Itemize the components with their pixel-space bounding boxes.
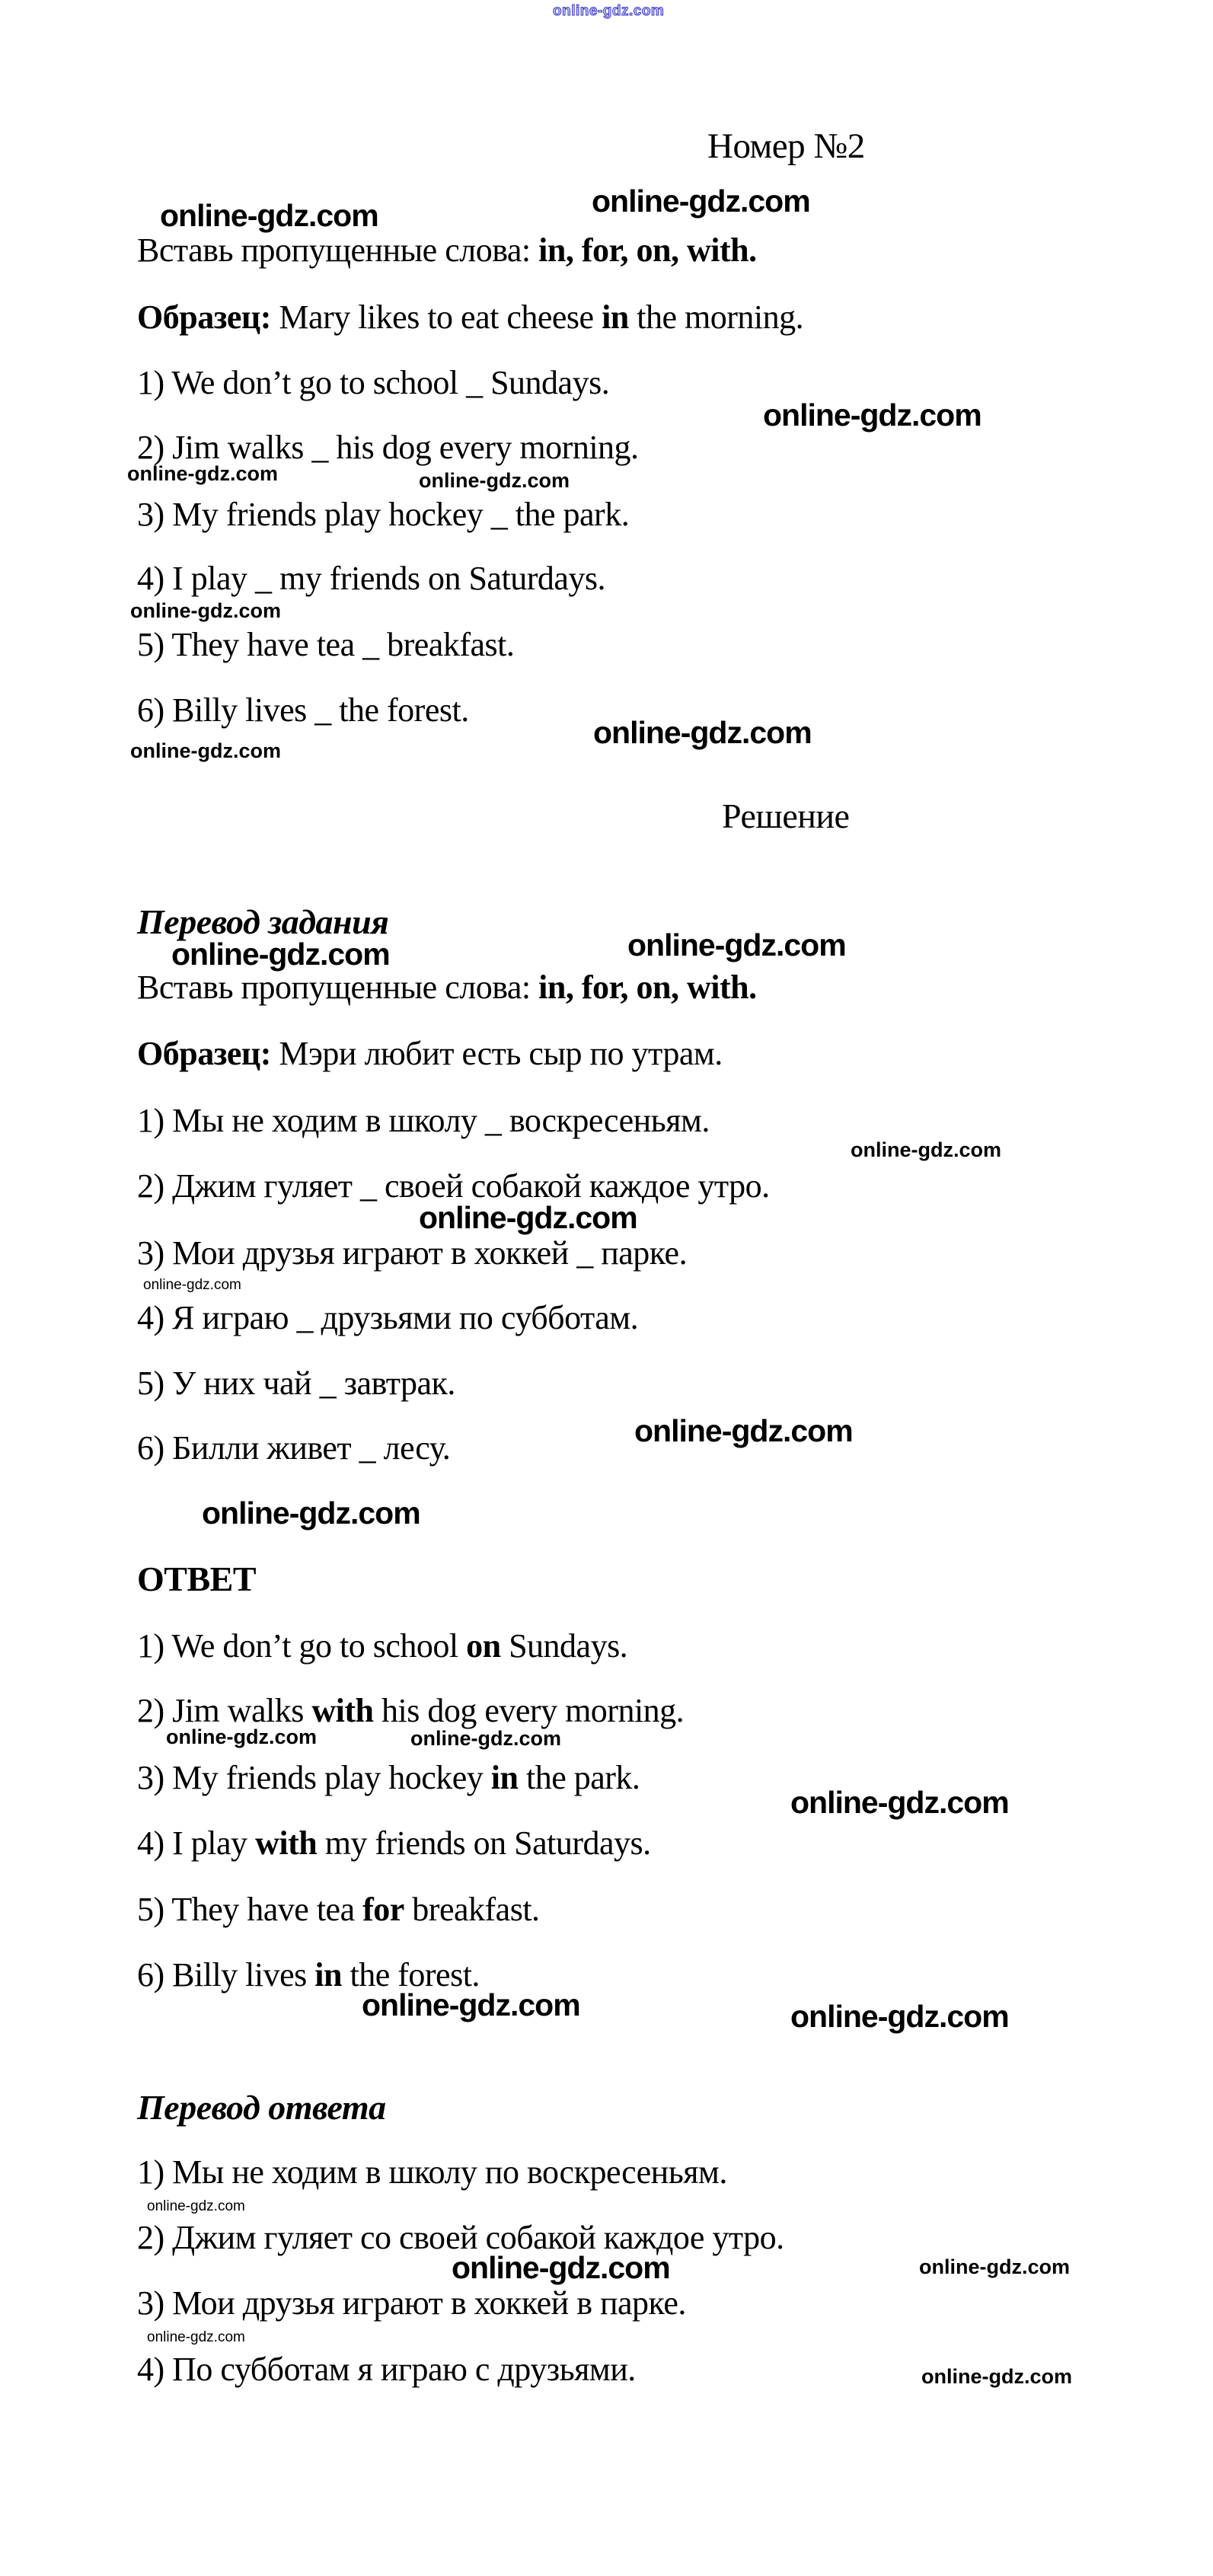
watermark: online-gdz.com — [130, 739, 281, 762]
answer-item: 1) We don’t go to school on Sundays. — [137, 1627, 628, 1665]
task-translation-item: 3) Мои друзья играют в хоккей _ парке. — [137, 1234, 688, 1272]
task-translation-heading: Перевод задания — [137, 902, 389, 941]
task-translation-item: 6) Билли живет _ лесу. — [137, 1429, 451, 1467]
watermark: online-gdz.com — [763, 397, 982, 433]
task-translation-item: 5) У них чай _ завтрак. — [137, 1365, 455, 1402]
answer-item: 6) Billy lives in the forest. — [137, 1956, 480, 1993]
watermark: online-gdz.com — [166, 1725, 317, 1748]
watermark: online-gdz.com — [452, 2250, 670, 2285]
answer-translation-item: 3) Мои друзья играют в хоккей в парке. — [137, 2284, 686, 2322]
answer-translation-item: 2) Джим гуляет со своей собакой каждое утро. — [137, 2219, 784, 2256]
watermark: online-gdz.com — [790, 1785, 1009, 1820]
task-item: 6) Billy lives _ the forest. — [137, 691, 469, 729]
watermark: online-gdz.com — [171, 937, 390, 972]
answer-item: 4) I play with my friends on Saturdays. — [137, 1824, 651, 1862]
answer-item: 5) They have tea for breakfast. — [137, 1891, 540, 1928]
answer-translation-item: 4) По субботам я играю с друзьями. — [137, 2351, 636, 2388]
task-translation-item: 1) Мы не ходим в школу _ воскресеньям. — [137, 1102, 710, 1139]
task-item: 1) We don’t go to school _ Sundays. — [137, 364, 610, 401]
watermark: online-gdz.com — [851, 1138, 1001, 1161]
watermark: online-gdz.com — [919, 2255, 1070, 2278]
watermark: online-gdz.com — [147, 2329, 245, 2345]
watermark: online-gdz.com — [419, 469, 570, 492]
page-title: Номер №2 — [707, 126, 865, 166]
watermark: online-gdz.com — [627, 927, 846, 962]
watermark: online-gdz.com — [592, 184, 810, 219]
task-item: 4) I play _ my friends on Saturdays. — [137, 560, 605, 597]
task-item: 5) They have tea _ breakfast. — [137, 626, 515, 663]
watermark: online-gdz.com — [634, 1413, 853, 1448]
watermark: online-gdz.com — [790, 1999, 1009, 2034]
watermark: online-gdz.com — [921, 2365, 1072, 2388]
solution-heading: Решение — [722, 796, 850, 835]
answer-translation-item: 1) Мы не ходим в школу по воскресеньям. — [137, 2153, 727, 2191]
task-translation-item: 4) Я играю _ друзьями по субботам. — [137, 1299, 639, 1336]
watermark: online-gdz.com — [419, 1200, 637, 1235]
task-item: 2) Jim walks _ his dog every morning. — [137, 429, 639, 466]
watermark: online-gdz.com — [127, 462, 278, 485]
watermark: online-gdz.com — [147, 2198, 245, 2214]
task-example: Образец: Mary likes to eat cheese in the morning. — [137, 298, 804, 336]
task-translation-intro: Вставь пропущенные слова: in, for, on, with. — [137, 969, 757, 1006]
watermark: online-gdz.com — [593, 715, 812, 750]
answer-item: 3) My friends play hockey in the park. — [137, 1759, 640, 1796]
watermark: online-gdz.com — [130, 599, 281, 622]
task-item: 3) My friends play hockey _ the park. — [137, 496, 630, 533]
task-translation-item: 2) Джим гуляет _ своей собакой каждое утро. — [137, 1167, 770, 1205]
watermark: online-gdz.com — [410, 1727, 561, 1750]
answer-translation-heading: Перевод ответа — [137, 2088, 386, 2127]
answer-heading: ОТВЕТ — [137, 1559, 257, 1598]
watermark: online-gdz.com — [143, 1277, 241, 1293]
watermark: online-gdz.com — [553, 3, 665, 19]
task-translation-example: Образец: Мэри любит есть сыр по утрам. — [137, 1035, 723, 1072]
answer-item: 2) Jim walks with his dog every morning. — [137, 1692, 685, 1729]
watermark: online-gdz.com — [362, 1987, 580, 2022]
watermark: online-gdz.com — [202, 1495, 420, 1531]
task-intro: Вставь пропущенные слова: in, for, on, with. — [137, 231, 757, 269]
watermark: online-gdz.com — [160, 198, 378, 233]
